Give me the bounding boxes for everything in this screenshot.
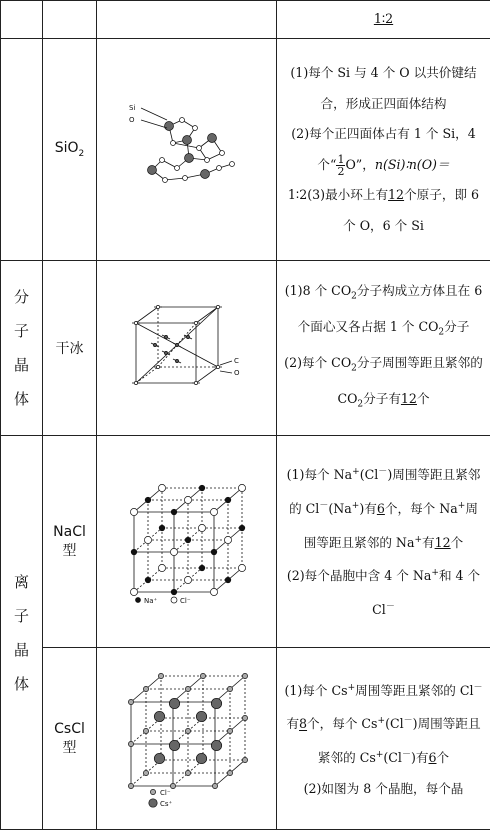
na-ion <box>145 497 151 503</box>
nacl-structure-diagram <box>124 472 249 607</box>
na-ion <box>185 537 191 543</box>
si-atom <box>184 153 193 162</box>
co2-molecule <box>156 365 159 368</box>
co2-molecule <box>175 359 178 362</box>
na-ion <box>171 589 177 595</box>
na-ion <box>199 565 205 571</box>
o-atom <box>229 161 234 166</box>
ice-cube-edge <box>196 307 218 323</box>
dry-ice-row <box>1 261 490 436</box>
na-ion <box>159 525 165 531</box>
cl-ion <box>184 576 191 583</box>
cl-ion <box>130 508 137 515</box>
cl-ion <box>128 699 133 704</box>
nacl-figure-cell <box>97 436 277 648</box>
cl-ion <box>198 524 205 531</box>
cl-ion <box>170 548 177 555</box>
cl-ion <box>158 673 163 678</box>
label-leader <box>141 120 167 128</box>
cl-ion <box>185 728 190 733</box>
na-ion <box>131 549 137 555</box>
o-atom <box>219 150 224 155</box>
co2-molecule <box>164 351 167 354</box>
cl-ion <box>242 757 247 762</box>
cs-ion <box>196 711 206 721</box>
cs-ion <box>169 740 179 750</box>
o-atom <box>162 177 167 182</box>
ratio-text: 1∶2 <box>374 11 393 26</box>
si-atom <box>182 135 191 144</box>
si-atom <box>207 133 216 142</box>
cl-ion <box>158 484 165 491</box>
si-atom <box>200 169 209 178</box>
sio2-structure-diagram <box>127 98 247 198</box>
ice-cube-edge <box>196 367 218 383</box>
label-leader <box>141 108 167 120</box>
sio2-category-cell <box>1 39 43 261</box>
cs-ion <box>154 753 164 763</box>
na-ion <box>211 549 217 555</box>
cl-ion <box>158 564 165 571</box>
legend-na-dot <box>136 598 141 603</box>
o-atom <box>170 140 175 145</box>
cl-ion <box>224 536 231 543</box>
sio2-desc: (1)每个 Si 与 4 个 O 以共价键结合，形成正四面体结构 (2)每个正四面体占有 1 个 Si，4 个“ $\frac{1}{2}$ O”，n(Si)∶n(O)＝ 1∶2(3)最小环上有12个原子，即 6 个 O，6 个 Si <box>277 39 490 261</box>
cl-ion <box>143 728 148 733</box>
cl-ion <box>128 783 133 788</box>
co2-molecule <box>194 321 197 324</box>
top-desc-cell <box>277 1 490 39</box>
cscl-row <box>1 648 490 830</box>
sio2-name: SiO$_2$ <box>43 39 97 261</box>
sio2-figure-cell <box>97 39 277 261</box>
cl-ion <box>170 783 175 788</box>
cl-ion <box>238 484 245 491</box>
ice-cube-edge <box>136 307 158 323</box>
co2-molecule <box>153 343 156 346</box>
si-atom <box>164 121 173 130</box>
legend-cs-dot <box>149 799 157 807</box>
o-atom <box>204 157 209 162</box>
cl-ion <box>128 741 133 746</box>
dry-ice-desc: (1)8 个 $CO_2$分子构成立方体且在 6 个面心又各占据 1 个 $CO_2$分子 (2)每个 $CO_2$分子周围等距且紧邻的 $CO_2$分子有12个 <box>277 261 490 436</box>
cscl-name: CsCl 型 <box>43 648 97 830</box>
o-atom <box>174 165 179 170</box>
molecular-crystal-category: 分 子 晶 体 <box>1 261 43 436</box>
dry-ice-figure-cell <box>97 261 277 436</box>
cl-ion <box>184 496 191 503</box>
nacl-desc: (1)每个 Na+(Cl－)周围等距且紧邻的 Cl－(Na+)有6个，每个 Na+周围等距且紧邻的 Na+有12个 (2)每个晶胞中含 4 个 Na+和 4 个 Cl－ <box>277 436 490 648</box>
co2-molecule <box>216 305 219 308</box>
o-label: O <box>129 116 135 124</box>
cl-ion <box>242 673 247 678</box>
co2-molecule <box>134 381 137 384</box>
cs-ion <box>211 698 221 708</box>
legend-cs-label: Cs⁺ <box>160 800 173 808</box>
cs-ion <box>211 740 221 750</box>
na-ion <box>199 485 205 491</box>
cl-ion <box>185 686 190 691</box>
cscl-structure-diagram <box>119 664 254 809</box>
cl-ion <box>238 564 245 571</box>
top-row <box>1 1 490 39</box>
si-label: Si <box>129 104 135 112</box>
o-atom <box>196 145 201 150</box>
co2-molecule <box>186 335 189 338</box>
si-atom <box>147 165 156 174</box>
cl-ion <box>130 588 137 595</box>
cl-ion <box>212 783 217 788</box>
cl-ion <box>200 673 205 678</box>
legend-cl-dot <box>150 789 155 794</box>
cscl-figure-cell <box>97 648 277 830</box>
co2-molecule <box>216 365 219 368</box>
label-leader <box>220 371 232 373</box>
cs-ion <box>196 753 206 763</box>
na-ion <box>145 577 151 583</box>
cl-ion <box>210 508 217 515</box>
cscl-desc: (1)每个 Cs+周围等距且紧邻的 Cl－有8个，每个 Cs+(Cl－)周围等距且紧邻的 Cs+(Cl－)有6个 (2)如图为 8 个晶胞，每个晶 <box>277 648 490 830</box>
cl-ion <box>144 536 151 543</box>
co2-molecule <box>175 343 178 346</box>
na-ion <box>225 577 231 583</box>
nacl-row <box>1 436 490 648</box>
c-label: C <box>234 357 239 365</box>
o-atom <box>192 125 197 130</box>
label-leader <box>220 361 232 365</box>
o-atom <box>159 157 164 162</box>
half-fraction: $\frac{1}{2}$ <box>336 154 345 177</box>
co2-molecule <box>194 381 197 384</box>
legend-na-label: Na⁺ <box>144 597 158 605</box>
cs-ion <box>154 711 164 721</box>
o-atom <box>179 117 184 122</box>
co2-molecule <box>164 335 167 338</box>
cl-ion <box>227 770 232 775</box>
top-category-cell <box>1 1 43 39</box>
legend-cl-label: Cl⁻ <box>160 789 171 797</box>
cs-ion <box>169 698 179 708</box>
ice-cube-hidden-edge <box>136 367 158 383</box>
dry-ice-structure-diagram <box>124 301 249 391</box>
cl-ion <box>143 770 148 775</box>
na-ion <box>171 509 177 515</box>
cl-ion <box>185 770 190 775</box>
cl-ion <box>227 686 232 691</box>
si-o-bond <box>165 178 185 180</box>
o-atom <box>182 175 187 180</box>
cl-ion <box>242 715 247 720</box>
na-ion <box>239 525 245 531</box>
cl-ion <box>210 588 217 595</box>
co2-molecule <box>134 321 137 324</box>
nacl-name: NaCl 型 <box>43 436 97 648</box>
legend-cl-label: Cl⁻ <box>180 597 191 605</box>
o-label: O <box>234 369 240 377</box>
o-atom <box>216 165 221 170</box>
cl-ion <box>227 728 232 733</box>
dry-ice-name: 干冰 <box>43 261 97 436</box>
sio2-row <box>1 39 490 261</box>
cl-ion <box>143 686 148 691</box>
legend-cl-dot <box>171 597 177 603</box>
ionic-crystal-category: 离 子 晶 体 <box>1 436 43 830</box>
top-name-cell <box>43 1 97 39</box>
top-figure-cell <box>97 1 277 39</box>
co2-molecule <box>156 305 159 308</box>
na-ion <box>225 497 231 503</box>
